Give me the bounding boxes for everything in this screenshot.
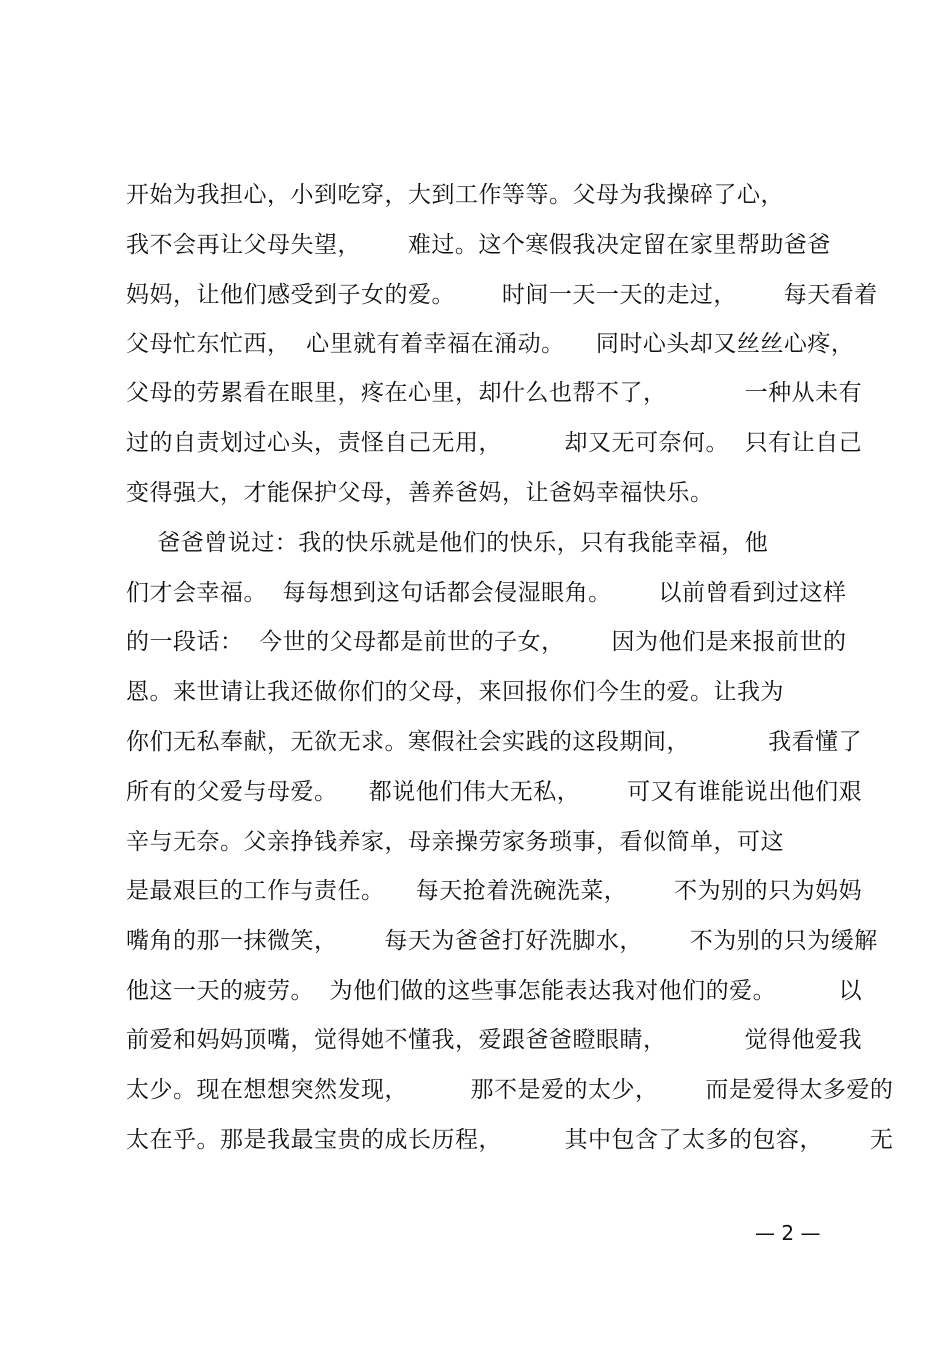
text-line: 他这一天的疲劳。 为他们做的这些事怎能表达我对他们的爱。 以 xyxy=(126,978,863,1004)
text-line: 前爱和妈妈顶嘴，觉得她不懂我，爱跟爸爸瞪眼睛， 觉得他爱我 xyxy=(126,1027,863,1053)
text-line: 恩。来世请让我还做你们的父母，来回报你们今生的爱。让我为 xyxy=(126,679,784,705)
text-line: 辛与无奈。父亲挣钱养家，母亲操劳家务琐事，看似简单，可这 xyxy=(126,829,784,855)
text-line: 父母的劳累看在眼里，疼在心里，却什么也帮不了， 一种从未有 xyxy=(126,380,863,406)
text-line: 所有的父爱与母爱。 都说他们伟大无私， 可又有谁能说出他们艰 xyxy=(126,779,863,805)
text-line: 们才会幸福。 每每想到这句话都会侵湿眼角。 以前曾看到过这样 xyxy=(126,580,847,606)
text-line: 你们无私奉献，无欲无求。寒假社会实践的这段期间， 我看懂了 xyxy=(126,729,863,755)
text-line: 爸爸曾说过：我的快乐就是他们的快乐，只有我能幸福，他 xyxy=(126,530,769,556)
text-line: 开始为我担心，小到吃穿，大到工作等等。父母为我操碎了心， xyxy=(126,182,784,208)
text-line: 我不会再让父母失望， 难过。这个寒假我决定留在家里帮助爸爸 xyxy=(126,232,831,258)
text-line: 妈妈，让他们感受到子女的爱。 时间一天一天的走过， 每天看着 xyxy=(126,282,878,308)
text-line: 嘴角的那一抹微笑， 每天为爸爸打好洗脚水， 不为别的只为缓解 xyxy=(126,928,878,954)
text-line: 父母忙东忙西， 心里就有着幸福在涌动。 同时心头却又丝丝心疼， xyxy=(126,331,855,357)
text-line: 是最艰巨的工作与责任。 每天抢着洗碗洗菜， 不为别的只为妈妈 xyxy=(126,878,863,904)
text-line: 太在乎。那是我最宝贵的成长历程， 其中包含了太多的包容， 无 xyxy=(126,1127,894,1153)
text-line: 过的自责划过心头，责怪自己无用， 却又无可奈何。 只有让自己 xyxy=(126,430,863,456)
text-line: 太少。现在想想突然发现， 那不是爱的太少， 而是爱得太多爱的 xyxy=(126,1077,894,1103)
page-number: — 2 — xyxy=(755,1221,821,1245)
text-line: 的一段话： 今世的父母都是前世的子女， 因为他们是来报前世的 xyxy=(126,629,847,655)
text-line: 变得强大，才能保护父母，善养爸妈，让爸妈幸福快乐。 xyxy=(126,480,714,506)
